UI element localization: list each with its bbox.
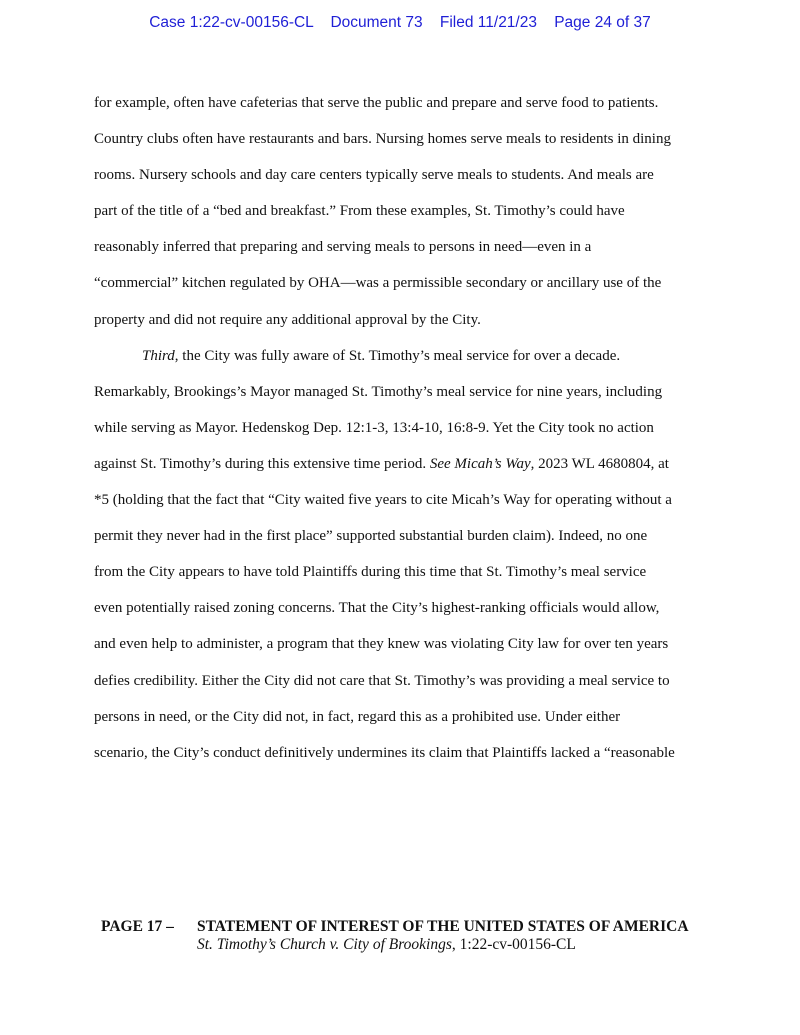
filed-date: Filed 11/21/23 bbox=[439, 14, 537, 31]
body-line: Remarkably, Brookings’s Mayor managed St. Timothy’s meal service for nine years, including bbox=[94, 383, 663, 400]
document-number: Document 73 bbox=[330, 14, 423, 31]
citation-line bbox=[94, 452, 714, 488]
body-line: Country clubs often have restaurants and bars. Nursing homes serve meals to residents in dining bbox=[94, 131, 671, 148]
footer-page-label: PAGE 17 – bbox=[101, 918, 174, 935]
page-footer bbox=[101, 917, 741, 954]
paragraph-start-line bbox=[94, 344, 714, 380]
body-line: even potentially raised zoning concerns. That the City’s highest-ranking officials would allow, bbox=[94, 600, 660, 617]
body-text-span: against St. Timothy’s during this extensive time period. bbox=[94, 455, 430, 472]
body-line: part of the title of a “bed and breakfast.” From these examples, St. Timothy’s could have bbox=[94, 203, 625, 220]
body-line: *5 (holding that the fact that “City waited five years to cite Micah’s Way for operating without a bbox=[94, 492, 672, 509]
body-line: and even help to administer, a program that they knew was violating City law for over ten years bbox=[94, 636, 669, 653]
body-line: defies credibility. Either the City did not care that St. Timothy’s was providing a meal service to bbox=[94, 672, 670, 689]
footer-title-row bbox=[101, 917, 741, 936]
ordinal-emphasis: Third bbox=[142, 347, 175, 364]
body-text-span: , the City was fully aware of St. Timothy’s meal service for over a decade. bbox=[174, 347, 621, 364]
body-line: rooms. Nursery schools and day care centers typically serve meals to students. And meals are bbox=[94, 167, 654, 184]
case-citation: See Micah’s Way bbox=[429, 455, 531, 472]
body-line: property and did not require any additional approval by the City. bbox=[94, 311, 481, 328]
body-line: while serving as Mayor. Hedenskog Dep. 12:1-3, 13:4-10, 16:8-9. Yet the City took no action bbox=[94, 419, 654, 436]
body-line: persons in need, or the City did not, in fact, regard this as a prohibited use. Under either bbox=[94, 708, 621, 725]
body-line: for example, often have cafeterias that serve the public and prepare and serve food to patients. bbox=[94, 95, 659, 111]
page-count: Page 24 of 37 bbox=[554, 14, 651, 31]
case-number: Case 1:22-cv-00156-CL bbox=[149, 14, 314, 31]
body-line: scenario, the City’s conduct definitively undermines its claim that Plaintiffs lacked a “reasonable bbox=[94, 744, 675, 761]
footer-case-number: , 1:22-cv-00156-CL bbox=[451, 936, 576, 953]
body-line: from the City appears to have told Plaintiffs during this time that St. Timothy’s meal service bbox=[94, 564, 647, 581]
body-line: reasonably inferred that preparing and serving meals to persons in need—even in a bbox=[94, 239, 592, 256]
footer-case-name: St. Timothy’s Church v. City of Brookings bbox=[197, 936, 452, 953]
case-header bbox=[0, 14, 800, 32]
body-text-span: , 2023 WL 4680804, at bbox=[530, 455, 669, 472]
footer-case-caption bbox=[101, 936, 741, 954]
document-body bbox=[94, 91, 714, 777]
body-line: “commercial” kitchen regulated by OHA—was a permissible secondary or ancillary use of the bbox=[94, 275, 662, 292]
footer-document-title: STATEMENT OF INTEREST OF THE UNITED STATES OF AMERICA bbox=[197, 918, 689, 935]
body-line: permit they never had in the first place” supported substantial burden claim). Indeed, no one bbox=[94, 528, 648, 545]
